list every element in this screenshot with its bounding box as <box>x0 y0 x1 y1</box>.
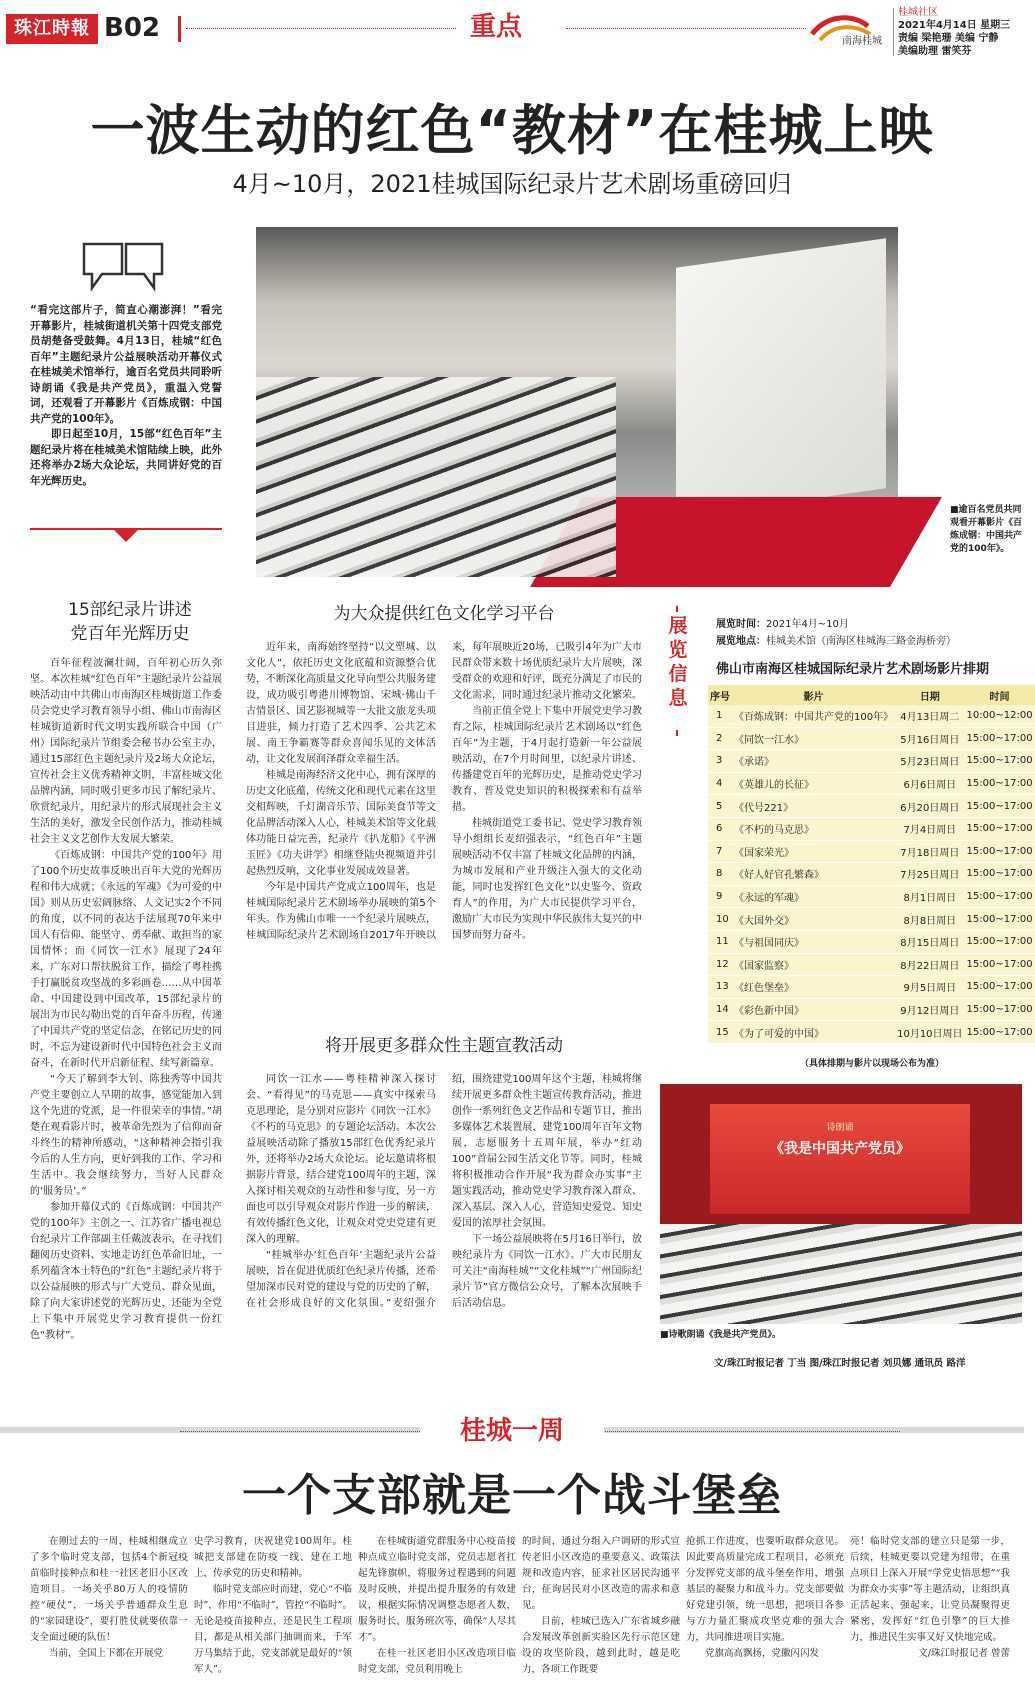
bottom-headline: 一个支部就是一个战斗堡垒 <box>242 1470 782 1521</box>
table-cell: 6 <box>708 817 732 840</box>
col-header: 时间 <box>965 685 1035 705</box>
table-cell: 15:00~17:00 <box>965 772 1035 795</box>
time-value: 2021年4月~10月 <box>766 619 849 630</box>
article-paragraph: 同饮一江水——粤桂精神深入探讨会、“看得见”的马克思——真实中探索马克思理论，是分别对应影片《同饮一江水》《不朽的马克思》的专题论坛活动。本次公益展映活动除了播放15部红色优秀纪录片外，还将举办2场大众论坛。论坛邀请将根据影片背景，结合建党100周年的主题，深入探讨相关观众的互动性和参与度，另一方面也可以引导观众对影片作进一步的解读，有效传播红色文化，让观众对党史党建有更深入的理解。 <box>246 1074 436 1245</box>
table-cell: 1 <box>708 705 732 727</box>
table-cell: 15:00~17:00 <box>965 817 1035 840</box>
article-paragraph: 目前，桂城已选入广东省城乡融合发展改革创新实验区先行示范区建设的攻坚阶段，越到此时，越是吃力，各项工作既要 <box>522 1616 680 1675</box>
article-paragraph: 《百炼成钢：中国共产党的100年》用了100个历史故事反映出百年大党的光辉历程和伟大成就；《永远的军魂》《为可爱的中国》则从历史宏阔脉络、人文记实2个不同的角度，以不同的表达手法展现70年来中国人有信仰、能坚守、勇奉献、敢担当的家国情怀；而《同饮一江水》展现了24年来，广东对口帮扶脱贫工作，描绘了粤桂携手打赢脱贫攻坚战的多彩画卷……从中国革命、中国建设到中国改革，15部纪录片的展出为市民勾勒出党的百年奋斗历程，传递了中国共产党的坚定信念，在铭记历史的同时，不忘为建设新时代中国特色社会主义而奋斗，在新时代开启新征程、续写新篇章。 <box>30 850 222 1069</box>
table-cell: 《好人好官孔繁森》 <box>732 863 895 886</box>
table-cell: 14 <box>708 998 732 1021</box>
byline: 文/珠江时报记者 曾蕾 <box>918 1648 1010 1659</box>
main-headline: 一波生动的红色“教材”在桂城上映 <box>90 99 934 162</box>
article-paragraph: 在刚过去的一周，桂城相继成立了多个临时党支部，包括4个新冠疫苗临时接种点和桂一社区老旧小区改造项目。一场关乎80万人的疫情防控“硬仗”，一场关乎普通群众生息的“家园建设”，要打胜仗就要依靠一支全面过硬的队伍！ <box>30 1536 188 1643</box>
page-number: B02 <box>104 13 160 43</box>
table-row <box>708 976 1035 999</box>
table-cell: 9月5日周日 <box>895 976 964 999</box>
bottom-column <box>30 1534 188 1678</box>
stage-label: 诗朗诵 <box>826 1123 854 1133</box>
table-cell: 5 <box>708 795 732 818</box>
section-b-title: 为大众提供红色文化学习平台 <box>333 604 555 624</box>
stage-title: 《我是中国共产党员》 <box>770 1141 910 1157</box>
table-cell: 8月22日周日 <box>895 953 964 976</box>
article-paragraph: 桂城街道党工委书记、党史学习教育领导小组组长麦绍强表示，“红色百年”主题展映活动不仅丰富了桂城文化品牌的内涵，为城市发展和产业升级注入强大的文化动能，同时也发挥红色文化“以史鉴今、资政育人”的作用，为广大市民提供学习平台，激励广大市民为实现中华民族伟大复兴的中国梦而努力奋斗。 <box>452 818 642 941</box>
table-cell: 5月23日周日 <box>895 750 964 773</box>
table-cell: 11 <box>708 930 732 953</box>
table-cell: 8月8日周日 <box>895 908 964 931</box>
section-c-body <box>246 1072 642 1368</box>
schedule-title: 佛山市南海区桂城国际纪录片艺术剧场影片排期 <box>716 662 990 677</box>
article-paragraph: 党旗高高飘扬，党徽闪闪发 <box>705 1648 820 1659</box>
table-cell: 15:00~17:00 <box>965 998 1035 1021</box>
table-cell: 《承诺》 <box>732 750 895 773</box>
table-cell: 4月13日周二 <box>895 705 964 727</box>
section-c-title: 将开展更多群众性主题宣教活动 <box>325 1036 563 1056</box>
chevron-down-icon <box>114 530 138 542</box>
table-cell: 15:00~17:00 <box>965 930 1035 953</box>
table-cell: 8月1日周日 <box>895 885 964 908</box>
table-cell: 8月15日周日 <box>895 930 964 953</box>
article-paragraph: 在桂一社区老旧小区改造项目临时党支部，党员利用晚上 <box>358 1648 516 1675</box>
table-cell: 《红色堡垒》 <box>732 976 895 999</box>
table-cell: 15:00~17:00 <box>965 908 1035 931</box>
section-label: 桂城一周 <box>420 1414 604 1448</box>
header-bar <box>178 16 181 42</box>
table-row <box>708 727 1035 750</box>
article-paragraph: “桂城举办‘红色百年’主题纪录片公益展映，旨在促进优质红色纪录片传播，还希望加深市民对党的建设与党的历史的了解，在社会形成良好的文化氛围。”麦绍强介绍，围绕建党100周年这个主题，桂城将继续开展更多群众性主题宣传教育活动，推进创作一系列红色文艺作品和专题节目，推出多媒体艺术装置展，建党100周年百年文物展，志愿服务十五周年展，举办“红动100”首届公园生活文化节等。同时，桂城将积极推动合作开展“我为群众办实事”主题实践活动，推动党史学习教育深入群众、深入基层、深入人心，营造知史爱党、知史爱国的浓厚社会氛围。 <box>246 1074 642 1309</box>
table-cell: 12 <box>708 953 732 976</box>
table-row <box>708 885 1035 908</box>
schedule-table <box>708 685 1035 1044</box>
header-rule-left <box>186 28 456 30</box>
table-cell: 《彩色新中国》 <box>732 998 895 1021</box>
section-a-title-line: 党百年光辉历史 <box>70 624 190 644</box>
time-label: 展览时间： <box>716 619 766 630</box>
table-cell: 15:00~17:00 <box>965 795 1035 818</box>
table-cell: 3 <box>708 750 732 773</box>
table-cell: 《国家荣光》 <box>732 840 895 863</box>
speech-bubbles-icon <box>80 240 166 296</box>
article-paragraph: 百年征程波澜壮阔，百年初心历久弥坚。本次桂城“红色百年”主题纪录片公益展映活动由中共佛山市南海区桂城街道工作委员会党史学习教育领导小组、佛山市南海区桂城街道新时代文明实践所联合中国（广州）国际纪录片节组委会秘书办公室主办，通过15部红色主题纪录片及2场大众论坛，宣传社会主义优秀精神文明，丰富桂城文化品牌内涵，同时吸引更多市民了解纪录片、欣赏纪录片，用纪录片的形式展现社会主义生活的美好，激发全民创作活力，推动桂城社会主义文艺创作大发展大繁荣。 <box>30 658 222 845</box>
table-cell: 6月6日周日 <box>895 772 964 795</box>
intro-paragraph: “看完这部片子，简直心潮澎湃！”看完开幕影片，桂城街道机关第十四党支部党员胡楚备受鼓舞。4月13日，桂城“红色百年”主题纪录片公益展映活动开幕仪式在桂城美术馆举行，逾百名党员共同聆听诗朗诵《我是共产党员》，重温入党誓词，还观看了开幕影片《百炼成钢：中国共产党的100年》。 <box>30 304 222 425</box>
table-cell: 15:00~17:00 <box>965 1021 1035 1044</box>
byline: 文/珠江时报记者 丁当 图/珠江时报记者 刘贝娜 通讯员 路洋 <box>714 1358 966 1369</box>
article-paragraph: 当前正值全党上下集中开展党史学习教育之际，桂城国际纪录片艺术剧场以“红色百年”为主题，于4月起打造新一年公益展映活动，在7个月时间里，以纪录片讲述、传播建党百年的光辉历史，是推动党史学习教育、普及党史知识的积极探索和有益举措。 <box>452 706 642 813</box>
sub-headline: 4月~10月，2021桂城国际纪录片艺术剧场重磅回归 <box>232 170 792 198</box>
intro-quote <box>30 303 222 489</box>
bottom-column <box>850 1534 1010 1678</box>
recital-photo <box>660 1084 1022 1324</box>
table-row <box>708 817 1035 840</box>
logo-text: 南海桂城 <box>842 36 882 47</box>
header-rule-right <box>566 28 806 30</box>
table-row <box>708 908 1035 931</box>
col-header: 日期 <box>895 685 964 705</box>
table-row <box>708 930 1035 953</box>
table-cell: 7月18日周日 <box>895 840 964 863</box>
table-cell: 2 <box>708 727 732 750</box>
table-row <box>708 772 1035 795</box>
table-cell: 15 <box>708 1021 732 1044</box>
table-cell: 15:00~17:00 <box>965 953 1035 976</box>
table-row <box>708 1021 1035 1044</box>
table-cell: 《不朽的马克思》 <box>732 817 895 840</box>
table-row <box>708 705 1035 727</box>
table-cell: 4 <box>708 772 732 795</box>
article-paragraph: 抢抓工作进度，也要听取群众意见。因此要高质量完成工程项目，必须充分发挥党支部的战斗堡垒作用，增强基层的凝聚力和战斗力。党支部要做好党建引领，统一思想，把项目各参与方力量汇聚成攻坚克难的强大合力，共同推进项目实施。 <box>686 1536 844 1643</box>
table-cell: 9月12日周日 <box>895 998 964 1021</box>
table-cell: 《与祖国同庆》 <box>732 930 895 953</box>
issue-info <box>898 6 1010 58</box>
table-cell: 15:00~17:00 <box>965 885 1035 908</box>
article-paragraph: 临时党支部应时而建，党心“不临时”，作用“不临时”，管控“不临时”。无论是疫苗接种点，还是民生工程项目，都是从相关部门抽调而来，千军万马集结于此，党支部就是最好的“领军人”。 <box>194 1584 352 1675</box>
table-cell: 《大国外交》 <box>732 908 895 931</box>
article-paragraph: 桂城是南海经济文化中心，拥有深厚的历史文化底蕴，传统文化和现代元素在这里交相辉映，千灯湖音乐节、国际美食节等文化品牌活动深入人心，桂城美术馆等文化载体功能日益完善，纪录片《扒龙船》《平洲玉匠》《功夫讲学》相继登陆央视频道并引起热烈反响，文化事业发展成效显著。 <box>246 770 436 877</box>
audience <box>256 377 616 577</box>
table-row <box>708 750 1035 773</box>
bottom-column <box>522 1534 680 1678</box>
article-paragraph: 近年来，南海始终坚持“以文塑城、以文化人”，依托历史文化底蕴和资源整合优势，不断深化高质量文化导向型公共服务建设，成功吸引粤港川博物馆、宋城·佛山千古情景区、国艺影视城等一大批文旅龙头项目进驻，倾力打造了艺术四季、公共艺术展、南王争霸赛等群众喜闻乐见的文体活动，让文化发展润泽群众幸福生活。 <box>246 642 436 765</box>
section-a-title <box>30 598 230 646</box>
article-paragraph: 在桂城街道党群服务中心疫苗接种点成立临时党支部，党员志愿者扛起先锋旗帜，将服务过程遇到的问题及时反映，并提出提升服务的有效建议，根据实际情况调整志愿者人数，服务时长、服务班次等，确保“人尽其才”。 <box>358 1536 516 1643</box>
article-paragraph: 亮！临时党支部的建立只是第一步，后续，桂城更要以党建为纽带，在重点项目上深入开展“学党史悟思想”“我为群众办实事”等主题活动，让组织真正活起来、强起来，让党员凝聚得更紧密，发挥好“红色引擎”的巨大推力，推进民生实事又好又快地完成。 <box>850 1536 1010 1643</box>
bottom-column <box>358 1534 516 1678</box>
table-cell: 5月16日周日 <box>895 727 964 750</box>
table-cell: 10月10日周日 <box>895 1021 964 1044</box>
table-cell: 《英雄儿的长征》 <box>732 772 895 795</box>
intro-paragraph: 即日起至10月，15部“红色百年”主题纪录片将在桂城美术馆陆续上映，此外还将举办2场大众论坛，共同讲好党的百年光辉历史。 <box>30 428 222 487</box>
table-cell: 7月25日周日 <box>895 863 964 886</box>
table-cell: 10:00~12:00 <box>965 705 1035 727</box>
projection-screen <box>676 238 886 518</box>
table-cell: 《百炼成钢：中国共产党的100年》 <box>732 705 895 727</box>
table-cell: 6月20日周日 <box>895 795 964 818</box>
article-paragraph: 参加开幕仪式的《百炼成钢：中国共产党的100年》主创之一、江苏省广播电视总台纪录片工作部副主任戴波表示，在寻找们翻阅历史资料、实地走访红色革命旧址，一系列蕴含本土特色的“红色”主题纪录片将于以公益展映的形式与广大党员、群众见面，除了向大家讲述党的光辉历史，还能为全党上下集中开展党史学习教育提供一份红色“教材”。 <box>30 1202 222 1341</box>
info-title: 桂城社区 <box>898 7 938 18</box>
table-cell: 15:00~17:00 <box>965 750 1035 773</box>
bottom-column <box>194 1534 352 1678</box>
table-cell: 10 <box>708 908 732 931</box>
table-cell: 15:00~17:00 <box>965 727 1035 750</box>
table-cell: 《永远的军魂》 <box>732 885 895 908</box>
article-paragraph: 史学习教育，庆祝建党100周年。桂城把支部建在防疫一线、建在工地上，传承党的历史和精神。 <box>194 1536 352 1579</box>
bottom-column <box>686 1534 844 1678</box>
photo-caption: ■逾百名党员共同观看开幕影片《百炼成钢：中国共产党的100年》。 <box>950 505 1023 554</box>
table-cell: 13 <box>708 976 732 999</box>
table-cell: 9 <box>708 885 732 908</box>
table-header-row <box>708 685 1035 705</box>
table-cell: 8 <box>708 863 732 886</box>
table-cell: 15:00~17:00 <box>965 863 1035 886</box>
header-divider <box>893 8 894 56</box>
section-b-body <box>246 640 642 1016</box>
schedule-rows <box>708 705 1035 1043</box>
editor-assistant: 美编助理 雷笑芬 <box>898 46 972 57</box>
table-cell: 《为了可爱的中国》 <box>732 1021 895 1044</box>
table-cell: 15:00~17:00 <box>965 840 1035 863</box>
table-cell: 《同饮一江水》 <box>732 727 895 750</box>
article-paragraph: 今年是中国共产党成立100周年，也是桂城国际纪录片艺术剧场举办展映的第5个年头。作为佛山市唯一一个纪录片展映点，桂城国际纪录片艺术剧场自2017年开映以来，每年展映近20场，已吸引4年为广大市民群众带来数十场优质纪录片大片展映，深受群众的欢迎和好评，既充分满足了市民的文化需求，同时通过纪录片推动文化繁荣。 <box>246 642 642 941</box>
article-paragraph: 当前，全国上下都在开展党 <box>49 1648 164 1659</box>
table-cell: 《国家监察》 <box>732 953 895 976</box>
col-header: 序号 <box>708 685 732 705</box>
table-row <box>708 998 1035 1021</box>
article-paragraph: “今天了解到李大钊、陈独秀等中国共产党主要创立人早期的故事，感觉能加入到这个先进的党派，是一件很荣幸的事情。”胡楚在观看影片时，被革命先烈为了信仰而奋斗终生的精神所感动，“这种精神会指引我今后的人生方向，更好到我的工作、学习和生活中。我会继续努力，当好人民群众的‘服务员’。” <box>30 1074 222 1197</box>
masthead-logo: 珠江時報 <box>6 14 98 44</box>
place-value: 桂城美术馆（南海区桂城海三路金海桥旁） <box>766 636 956 647</box>
table-cell: 《代号221》 <box>732 795 895 818</box>
place-label: 展览地点： <box>716 636 766 647</box>
table-row <box>708 953 1035 976</box>
article-paragraph: 的时间，通过分组入户调研的形式宣传老旧小区改造的重要意义、政策法规和改造内容，征求社区居民沟通平台，征询居民对小区改造的需求和意见。 <box>522 1536 680 1611</box>
photo-caption: ■诗歌朗诵《我是共产党员》。 <box>660 1330 782 1340</box>
editors: 责编 梁艳珊 美编 宁静 <box>898 33 999 44</box>
table-cell: 7月4日周日 <box>895 817 964 840</box>
audience <box>660 1224 1022 1324</box>
screening-photo <box>256 227 898 571</box>
table-cell: 15:00~17:00 <box>965 976 1035 999</box>
exhibition-info-label: 展览信息 <box>668 615 688 709</box>
table-cell: 7 <box>708 840 732 863</box>
section-a-body <box>30 656 222 1368</box>
article-paragraph: 下一场公益展映将在5月16日举行，放映纪录片为《同饮一江水》。广大市民朋友可关注“南海桂城”“文化桂城”“广州国际纪录片节”官方微信公众号，了解本次展映手后活动信息。 <box>452 1234 642 1309</box>
schedule-note: （具体排期与影片以现场公布为准） <box>800 1059 945 1069</box>
section-a-title-line: 15部纪录片讲述 <box>68 600 192 620</box>
section-label: 重点 <box>470 12 523 42</box>
exhibition-meta <box>716 616 956 650</box>
col-header: 影片 <box>732 685 895 705</box>
table-row <box>708 863 1035 886</box>
table-row <box>708 795 1035 818</box>
issue-date: 2021年4月14日 星期三 <box>898 20 1011 31</box>
table-row <box>708 840 1035 863</box>
